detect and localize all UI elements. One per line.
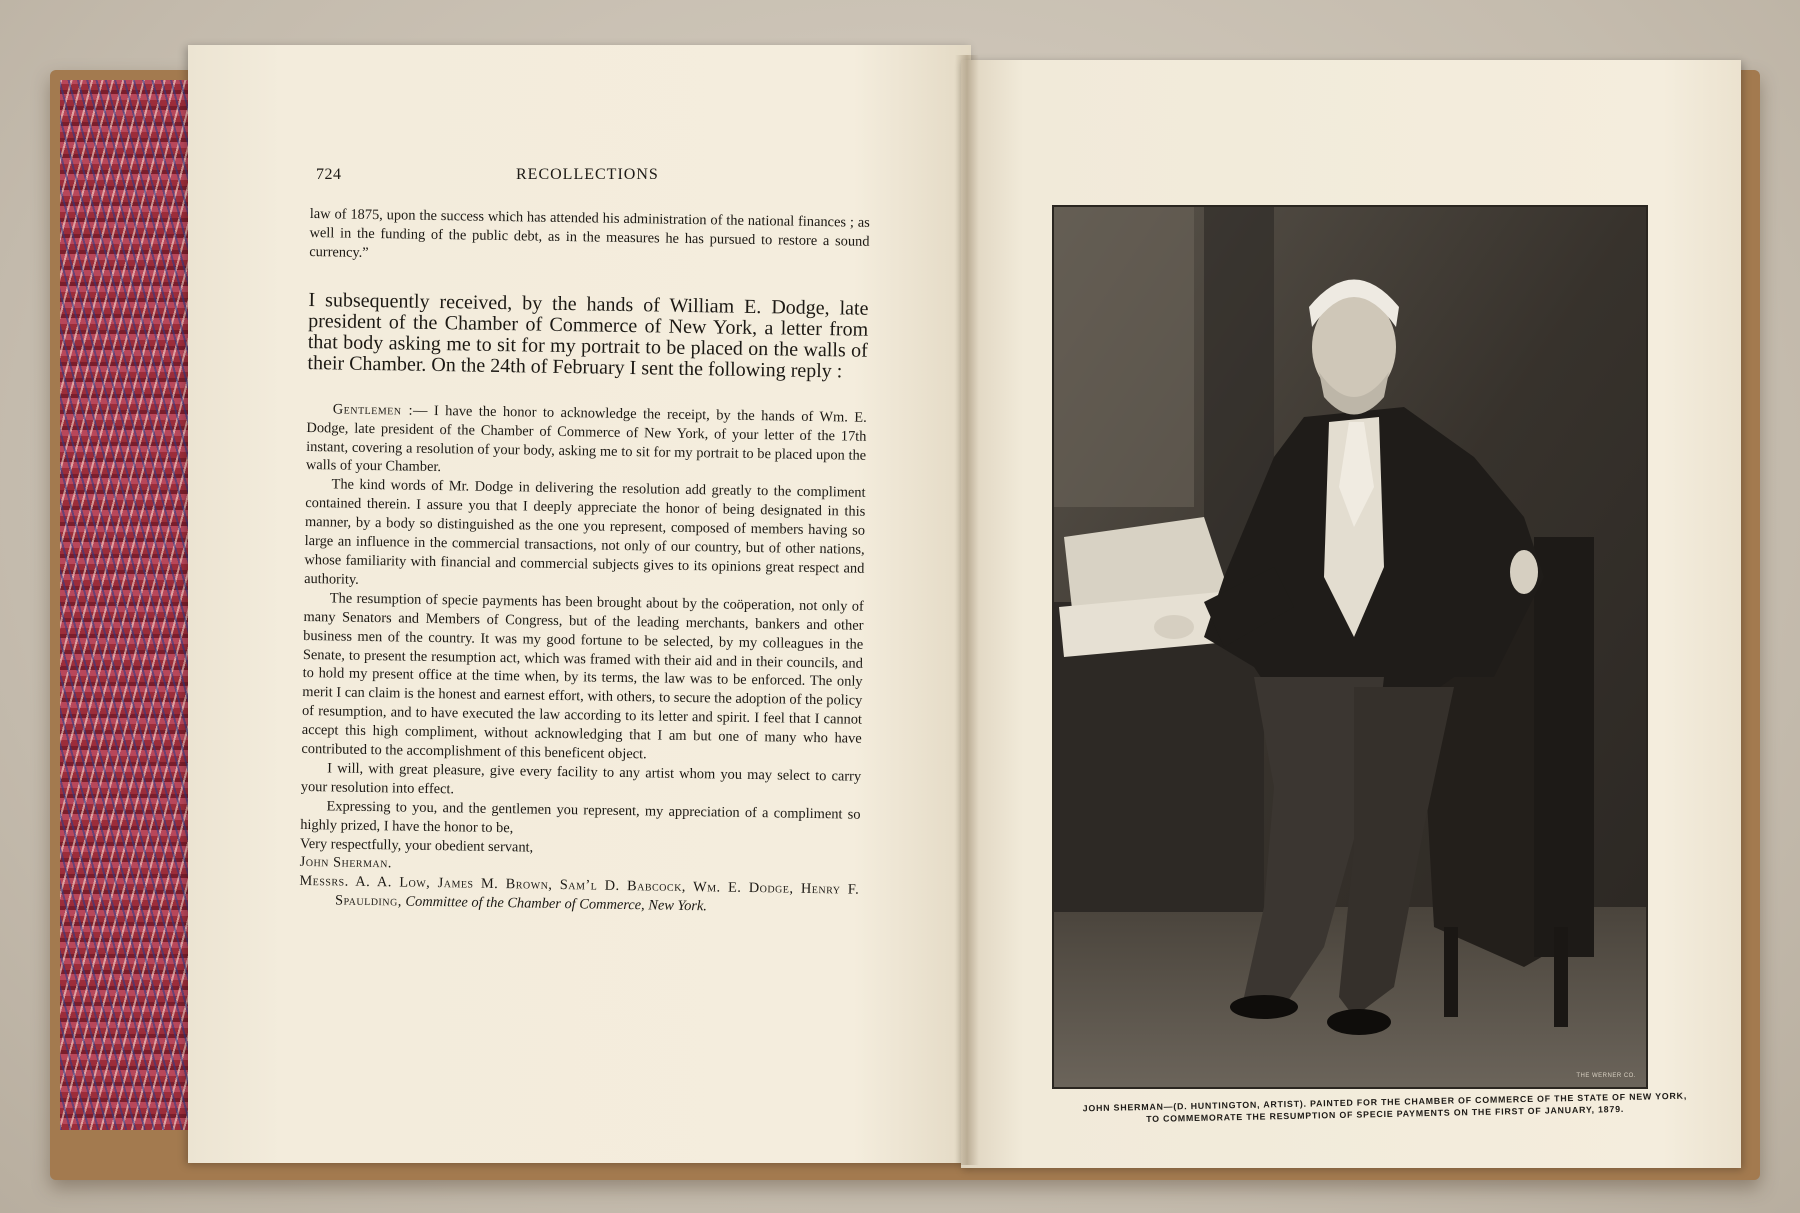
left-page-text (299, 205, 870, 919)
salutation: Gentlemen : (332, 401, 414, 419)
running-title: RECOLLECTIONS (516, 166, 659, 183)
marbled-page-edges (60, 80, 198, 1130)
addressees-committee: Committee of the Chamber of Commerce, New York. (405, 893, 708, 915)
letter-body (299, 400, 867, 919)
letter-signature: John Sherman. (299, 854, 393, 872)
narrative-paragraph: I subsequently received, by the hands of William E. Dodge, late president of the Chamber of Commerce of New York, a letter from that body asking me to sit for my portrait to be placed on the walls of their Chamber. On the 24th of February I sent the following reply : (307, 288, 869, 383)
letter-paragraph-1-text: — I have the honor to acknowledge the receipt, by the hands of Wm. E. Dodge, late president of the Chamber of Commerce of New York, of your letter of the 17th instant, covering a resolution of your body, asking me to sit for my portrait to be placed upon the walls of your Chamber. (305, 402, 867, 476)
letter-closing: Very respectfully, your obedient servant, (299, 835, 534, 856)
letter-paragraph-2: The kind words of Mr. Dodge in delivering the resolution add greatly to the compliment contained therein. I assure you that I deeply appreciate the honor of being designated in this manner, by a body so distinguished as the one you represent, composed of members having so large an influence in the commercial transactions, not only of our country, but of other nations, whose familiarity with financial and commercial subjects gives to its opinions great respect and authority. (304, 476, 866, 588)
addressees-names: Messrs. A. A. Low, James M. Brown, Sam’l D. Babcock, Wm. E. Dodge, Henry F. Spaulding, (299, 873, 860, 910)
running-head (316, 166, 876, 190)
quote-continuation: law of 1875, upon the success which has attended his administration of the national finances ; as well in the funding of the public debt, as in the measures he has pursued to restore a sound currency.” (309, 205, 870, 261)
portrait-plate (1052, 205, 1648, 1089)
book-gutter (955, 55, 979, 1165)
letter-paragraph-4: I will, with great pleasure, give every facility to any artist whom you may select to carry your resolution into effect. (300, 760, 862, 798)
plate-caption: JOHN SHERMAN—(D. HUNTINGTON, ARTIST). PAINTED FOR THE CHAMBER OF COMMERCE OF THE STATE OF NEW YORK, TO COMMEMORATE THE RESUMPTION OF SPECIE PAYMENTS ON THE FIRST OF JANUARY, 1879. (1082, 1090, 1688, 1125)
page-number: 724 (316, 166, 342, 183)
letter-paragraph-1 (306, 400, 867, 484)
portrait-illustration (1054, 207, 1646, 1087)
letter-paragraph-5: Expressing to you, and the gentlemen you represent, my appreciation of a compliment so highly prized, I have the honor to be, (300, 798, 861, 836)
engraver-credit: THE WERNER CO. (1576, 1073, 1636, 1079)
letter-paragraph-3: The resumption of specie payments has been brought about by the coöperation, not only of many Senators and Members of Congress, but of the leading merchants, bankers and other business men of the country. It was my good fortune to be selected, by my colleagues in the Senate, to present the resumption act, which was framed with their aid and in their councils, and to hold my present office at the time when, by its terms, the law was to be enforced. The only merit I can claim is the honest and earnest effort, with others, to secure the adoption of the policy of resumption, and to have executed the law according to its letter and spirit. I feel that I cannot accept this high compliment, without acknowledging that I am but one of many who have contributed to the accomplishment of this beneficent object. (301, 590, 864, 763)
